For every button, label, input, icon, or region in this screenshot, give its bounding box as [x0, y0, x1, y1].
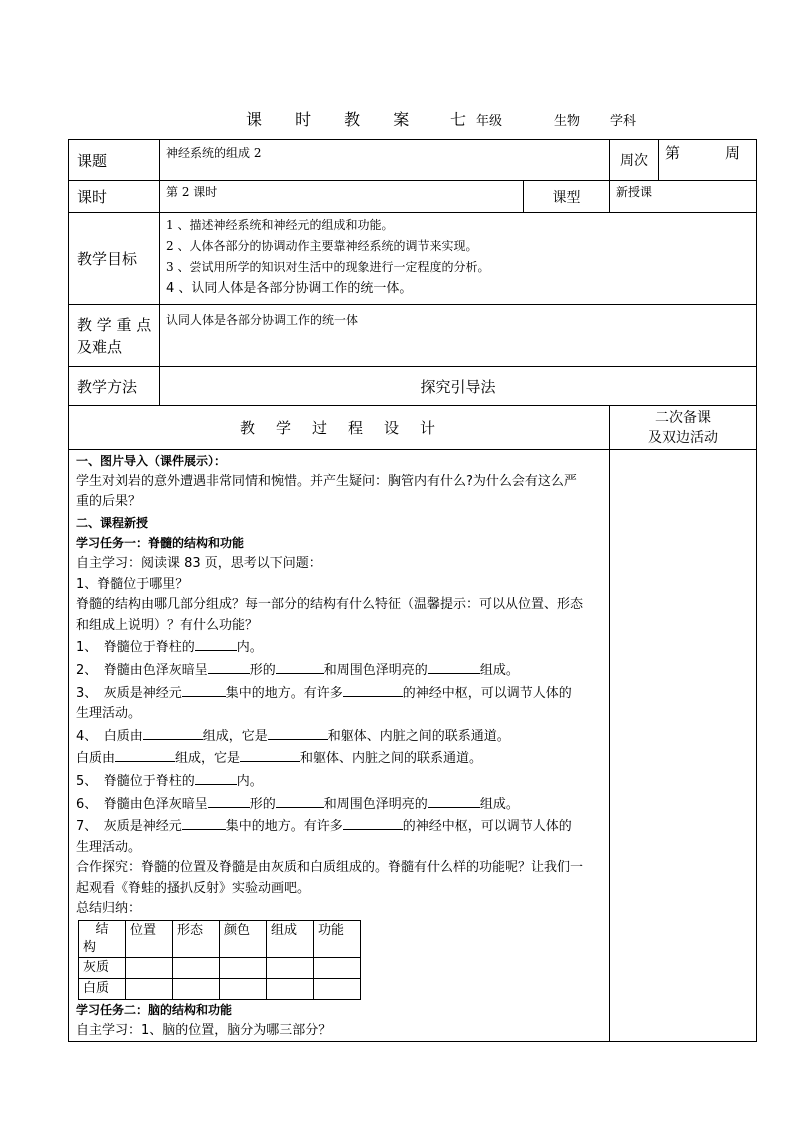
- key-value: 认同人体是各部分协调工作的统一体: [160, 305, 757, 367]
- process-content: 一、图片导入（课件展示）： 学生对刘岩的意外遭遇非常同情和惋惜。并产生疑问：胸管内有什么?为什么会有这么严 重的后果？ 二、课程新授 学习任务一：脊髓的结构和功能 自主学习：阅读课 83 页，思考以下问题： 1、脊髓位于哪里？ 脊髓的结构由哪几部分组成？每一部分的结构有什么特征（温馨提示：可以从位置、形态 和组成上说明）？有什么功能？ 1、 脊髓位于脊柱的 内。 2、 脊髓由色泽灰暗呈 形的 和周围色泽明亮的 组成。 3、 灰质是神经元 集中的地方。有许多 的神经中枢，可以调节人体的 生理活动。 4、 白质由 组成，它是 和躯体、内脏之间的联系通道。 白质由 组成，它是 和躯体、内脏之间的联系通道。 5、 脊髓位于脊柱的 内。 6、 脊髓由色泽灰暗呈 形的 和周围色泽明亮的 组成。 7、 灰质是神经元 集中的地方。有许多 的神经中枢，可以调节人体的 生理活动。 合作探究：脊髓的位置及脊髓是由灰质和白质组成的。脊髓有什么样的功能呢？让我们一 起观看《脊蛙的搔扒反射》实验动画吧。 总结归纳： 结 构 位置 形态 颜色 组成 功能 灰质 白质 学习任务二：脑的结构和功能 自主学习：1、脑的位置，脑分为哪三部分？: [69, 450, 610, 1042]
- summary-table: [78, 920, 361, 1000]
- side-notes-column: [610, 450, 757, 1042]
- method-row: [69, 367, 757, 406]
- process-header-row: [69, 406, 757, 450]
- topic-label: 课题: [69, 140, 160, 181]
- summary-head-cell: 功能: [314, 921, 361, 958]
- period-row: [69, 181, 757, 213]
- grade-value: 七: [450, 110, 467, 129]
- fill-question: 7、 灰质是神经元 集中的地方。有许多 的神经中枢，可以调节人体的: [76, 815, 604, 838]
- week-label: 周次: [610, 140, 659, 181]
- type-value: 新授课: [610, 181, 757, 213]
- section-new-heading: 二、课程新授: [76, 515, 149, 530]
- side-title: 二次备课 及双边活动: [610, 406, 757, 450]
- goal-item: 3 、尝试用所学的知识对生活中的现象进行一定程度的分析。: [166, 260, 490, 274]
- fill-question: 3、 灰质是神经元 集中的地方。有许多 的神经中枢，可以调节人体的: [76, 682, 604, 705]
- task-one-heading: 学习任务一：脊髓的结构和功能: [76, 536, 245, 551]
- type-label: 课型: [524, 181, 610, 213]
- key-label: 教 学 重 点 及难点: [69, 305, 160, 367]
- fill-question: 1、 脊髓位于脊柱的 内。: [76, 636, 604, 659]
- summary-head-cell: 颜色: [220, 921, 267, 958]
- subject-value: 生物: [554, 114, 581, 129]
- subject-label: 学科: [610, 114, 637, 129]
- topic-value: 神经系统的组成 2: [160, 140, 610, 181]
- process-body-row: [69, 450, 757, 1042]
- process-title: 教 学 过 程 设 计: [69, 406, 610, 450]
- task-two-heading: 学习任务二：脑的结构和功能: [76, 1003, 233, 1018]
- method-value: 探究引导法: [160, 367, 757, 406]
- summary-head-cell: 形态: [173, 921, 220, 958]
- fill-question: 6、 脊髓由色泽灰暗呈 形的 和周围色泽明亮的 组成。: [76, 793, 604, 816]
- goal-item: 1 、描述神经系统和神经元的组成和功能。: [166, 218, 394, 232]
- grade-label: 年级: [476, 114, 503, 129]
- fill-question: 4、 白质由 组成，它是 和躯体、内脏之间的联系通道。: [76, 725, 604, 748]
- goals-row: [69, 213, 757, 305]
- page-title: 课 时 教 案: [246, 110, 424, 129]
- fill-question: 白质由 组成，它是 和躯体、内脏之间的联系通道。: [76, 747, 604, 770]
- goals-list: [160, 213, 757, 305]
- goal-item: 4 、认同人体是各部分协调工作的统一体。: [166, 281, 413, 296]
- summary-head-cell: 位置: [126, 921, 173, 958]
- summary-row-label: 灰质: [79, 958, 126, 979]
- goal-item: 2 、人体各部分的协调动作主要靠神经系统的调节来实现。: [166, 239, 478, 253]
- summary-row-label: 白质: [79, 979, 126, 1000]
- lesson-plan-table: [68, 139, 757, 1042]
- goals-label: 教学目标: [69, 213, 160, 305]
- key-row: [69, 305, 757, 367]
- period-value: 第 2 课时: [160, 181, 524, 213]
- section-intro-heading: 一、图片导入（课件展示）：: [76, 454, 227, 468]
- summary-head-cell: 组成: [267, 921, 314, 958]
- period-label: 课时: [69, 181, 160, 213]
- topic-row: [69, 140, 757, 181]
- week-value: 第 周: [659, 140, 757, 181]
- fill-question: 5、 脊髓位于脊柱的 内。: [76, 770, 604, 793]
- page-header: [0, 107, 794, 129]
- summary-head-cell: 结 构: [79, 921, 126, 958]
- method-label: 教学方法: [69, 367, 160, 406]
- fill-question: 2、 脊髓由色泽灰暗呈 形的 和周围色泽明亮的 组成。: [76, 659, 604, 682]
